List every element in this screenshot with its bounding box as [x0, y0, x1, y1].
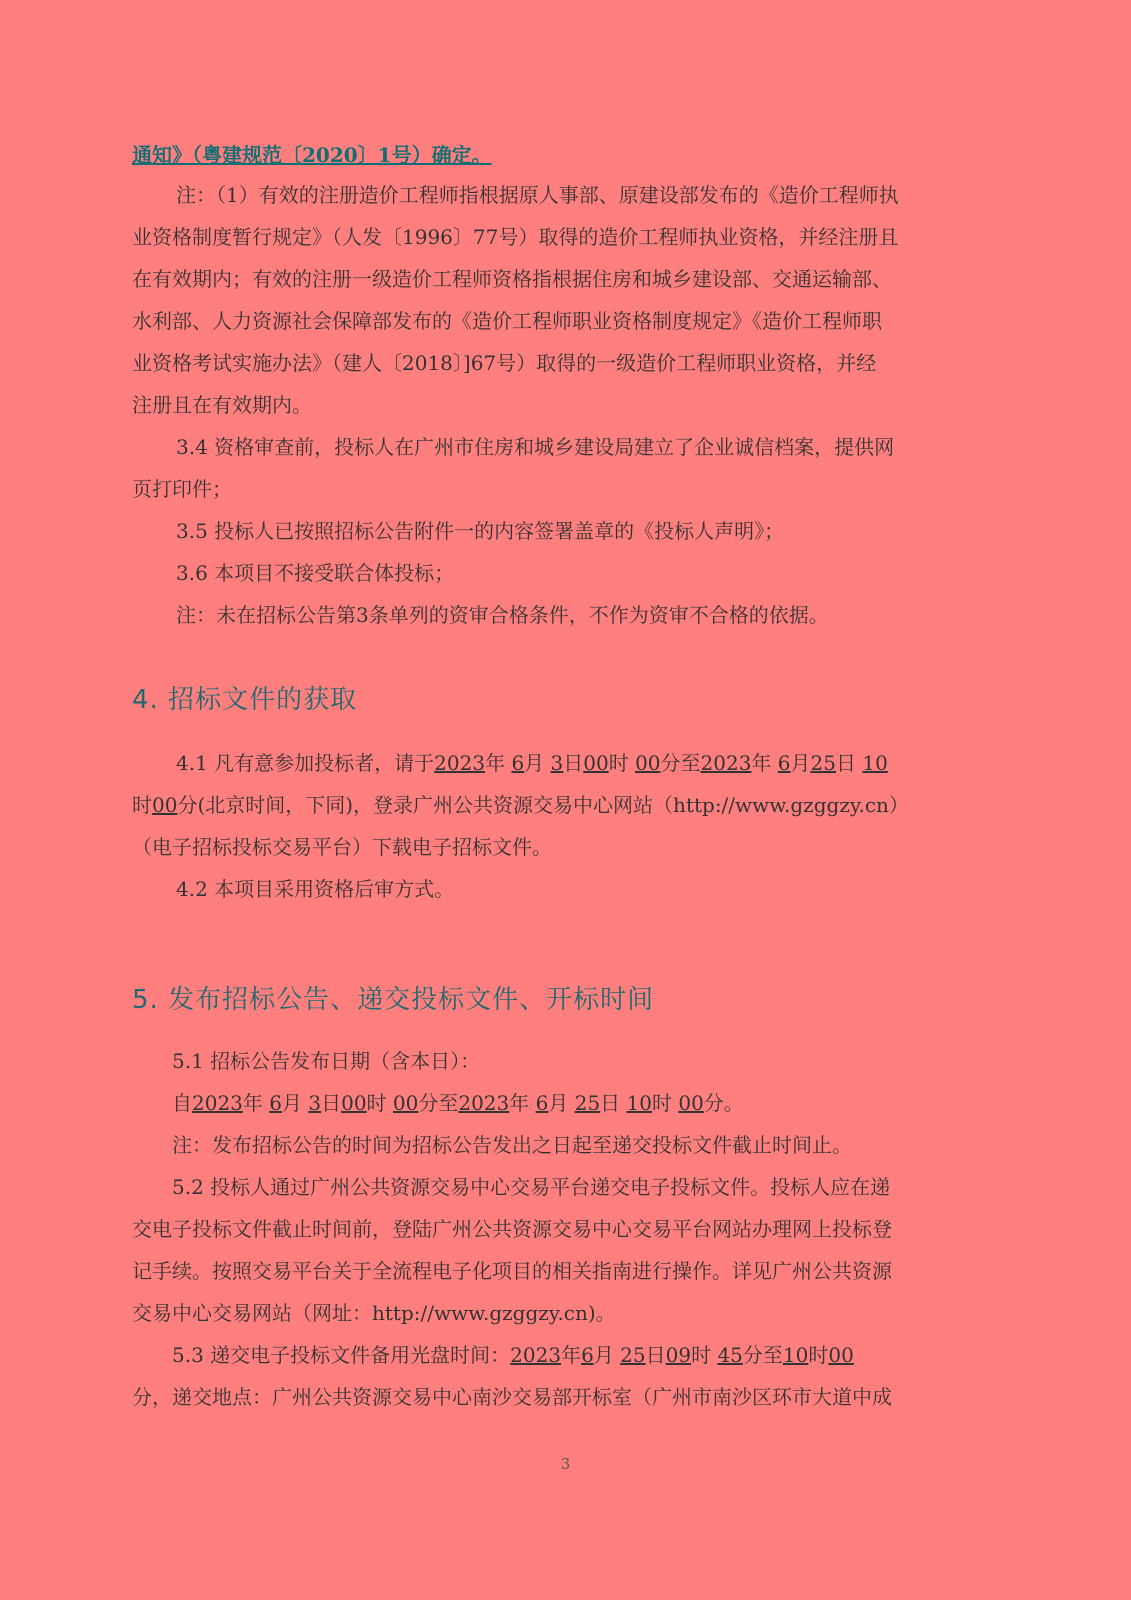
- document-page: 通知》（粤建规范〔2020〕1号）确定。 注：（1）有效的注册造价工程师指根据原人事部、原建设部发布的《造价工程师执 业资格制度暂行规定》（人发〔1996〕77号）取得的造价工程师执业资格，并经注册且 在有效期内；有效的注册一级造价工程师资格指根据住房和城乡建设部、交通运输部、 水利部、人力资源社会保障部发布的《造价工程师职业资格制度规定》《造价工程师职 业资格考试实施办法》（建人〔2018〕]67号）取得的一级造价工程师职业资格，并经 注册且在有效期内。 3.4 资格审查前，投标人在广州市住房和城乡建设局建立了企业诚信档案，提供网 页打印件； 3.5 投标人已按照招标公告附件一的内容签署盖章的《投标人声明》； 3.6 本项目不接受联合体投标； 注：未在招标公告第3条单列的资审合格条件，不作为资审不合格的依据。 4. 招标文件的获取 4.1 凡有意参加投标者，请于2023年 6月 3日00时 00分至2023年 6月25日 10 时00分(北京时间，下同)，登录广州公共资源交易中心网站（http://www.gzggzy.cn） （电子招标投标交易平台）下载电子招标文件。 4.2 本项目采用资格后审方式。 5. 发布招标公告、递交投标文件、开标时间 5.1 招标公告发布日期（含本日）： 自2023年 6月 3日00时 00分至2023年 6月 25日 10时 00分。 注：发布招标公告的时间为招标公告发出之日起至递交投标文件截止时间止。 5.2 投标人通过广州公共资源交易中心交易平台递交电子投标文件。投标人应在递 交电子投标文件截止时间前，登陆广州公共资源交易中心交易平台网站办理网上投标登 记手续。按照交易平台关于全流程电子化项目的相关指南进行操作。详见广州公共资源 交易中心交易网站（网址：http://www.gzggzy.cn)。 5.3 递交电子投标文件备用光盘时间：2023年6月 25日09时 45分至10时00 分，递交地点：广州公共资源交易中心南沙交易部开标室（广州市南沙区环市大道中成 3: [0, 0, 1131, 1600]
- page-number: 3: [560, 1455, 571, 1473]
- reference-link[interactable]: 通知》（粤建规范〔2020〕1号）确定。: [132, 143, 492, 167]
